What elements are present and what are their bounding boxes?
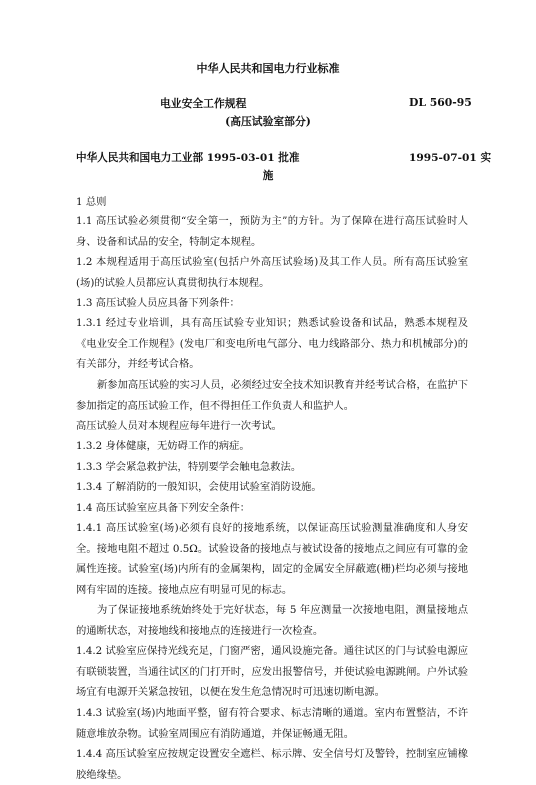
clause-1-3-1-exam: 高压试验人员对本规程应每年进行一次考试。 [76, 420, 282, 432]
clause-1-4-4: 1.4.4 高压试验室应按规定设置安全遮栏、标示牌、安全信号灯及警铃，控制室应铺橡胶绝缘垫。 [76, 748, 468, 781]
clause-1-4-1: 1.4.1 高压试验室(场)必须有良好的接地系统，以保证高压试验测量准确度和人身安全。接地电阻不超过 0.5Ω。试验设备的接地点与被试设备的接地点之间应有可靠的金属性连接。试验室(场)内所有的金属架构，固定的金属安全屏蔽遮(栅)栏均必须与接地网有牢固的连接。接地点应有明显可见的标志。 [76, 522, 468, 596]
clause-1-2: 1.2 本规程适用于高压试验室(包括户外高压试验场)及其工作人员。所有高压试验室(场)的试验人员都应认真贯彻执行本规程。 [76, 256, 468, 289]
doc-number: DL 560-95 [409, 96, 472, 109]
effective-date-tail: 施 [262, 170, 274, 182]
clause-1-4-2: 1.4.2 试验室应保持光线充足，门窗严密，通风设施完备。通往试区的门与试验电源应有联锁装置，当通往试区的门打开时，应发出报警信号，并使试验电源跳闸。户外试验场宜有电源开关紧急按钮，以便在发生危急情况时可迅速切断电源。 [76, 645, 468, 698]
clause-1-4-1-note: 为了保证接地系统始终处于完好状态，每 5 年应测量一次接地电阻，测量接地点的通断状态，对接地线和接地点的连接进行一次检查。 [76, 604, 468, 637]
doc-subtitle: (高压试验室部分) [225, 115, 311, 128]
clause-1-3-4: 1.3.4 了解消防的一般知识，会使用试验室消防设施。 [76, 481, 322, 493]
section-heading: 1 总则 [76, 196, 107, 208]
clause-1-1: 1.1 高压试验必须贯彻“安全第一，预防为主”的方针。为了保障在进行高压试验时人身、设备和试品的安全，特制定本规程。 [76, 215, 468, 248]
clause-1-4: 1.4 高压试验室应具备下列安全条件： [76, 502, 251, 514]
effective-date: 1995-07-01 实 [409, 152, 492, 164]
issued-by: 中华人民共和国电力工业部 1995-03-01 批准 [76, 152, 300, 164]
clause-1-3-3: 1.3.3 学会紧急救护法，特别要学会触电急救法。 [76, 461, 302, 473]
clause-1-4-3: 1.4.3 试验室(场)内地面平整，留有符合要求、标志清晰的通道。室内布置整洁，不许随意堆放杂物。试验室周围应有消防通道，并保证畅通无阻。 [76, 707, 468, 740]
org-title: 中华人民共和国电力行业标准 [196, 62, 340, 75]
clause-1-3-1-note: 新参加高压试验的实习人员，必须经过安全技术知识教育并经考试合格，在监护下参加指定的高压试验工作，但不得担任工作负责人和监护人。 [76, 379, 468, 412]
doc-title: 电业安全工作规程 [160, 97, 247, 110]
clause-1-3: 1.3 高压试验人员应具备下列条件： [76, 297, 240, 309]
clause-1-3-1: 1.3.1 经过专业培训，具有高压试验专业知识；熟悉试验设备和试品，熟悉本规程及《电业安全工作规程》(发电厂和变电所电气部分、电力线路部分、热力和机械部分)的有关部分，并经考试合格。 [76, 317, 468, 370]
clause-1-3-2: 1.3.2 身体健康，无妨碍工作的病症。 [76, 440, 250, 452]
